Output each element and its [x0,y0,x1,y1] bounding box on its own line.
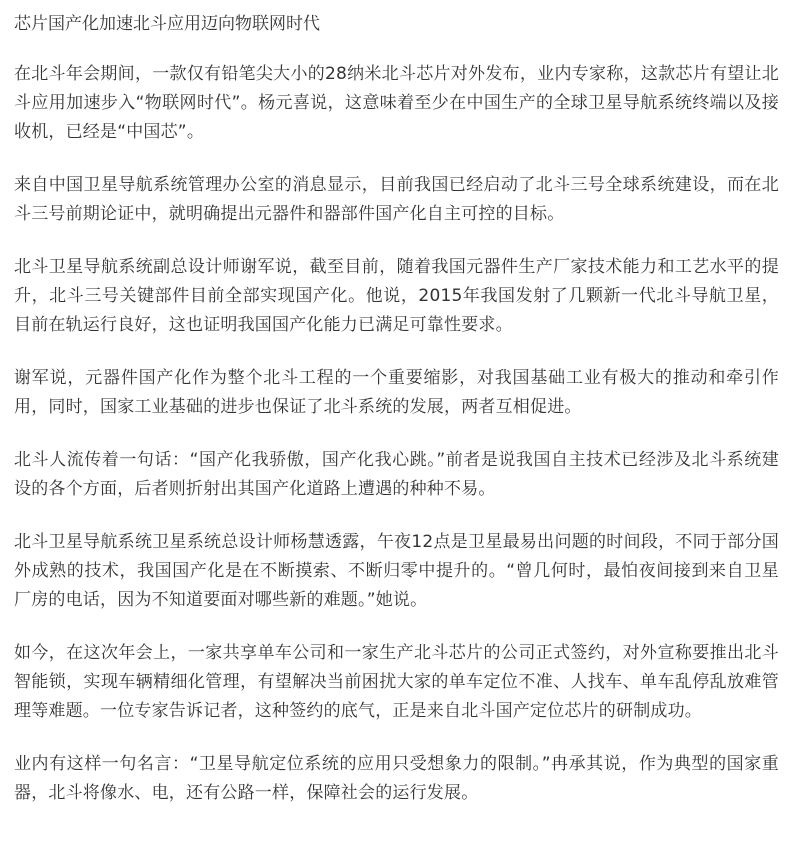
article-paragraph-7: 如今，在这次年会上，一家共享单车公司和一家生产北斗芯片的公司正式签约，对外宣称要推出北斗智能锁，实现车辆精细化管理，有望解决当前困扰大家的单车定位不准、人找车、单车乱停乱放难管理等难题。一位专家告诉记者，这种签约的底气，正是来自北斗国产定位芯片的研制成功。 [14,643,779,721]
article-paragraph-8: 业内有这样一句名言：“卫星导航定位系统的应用只受想象力的限制。”冉承其说，作为典型的国家重器，北斗将像水、电，还有公路一样，保障社会的运行发展。 [14,754,779,803]
article-paragraph-6: 北斗卫星导航系统卫星系统总设计师杨慧透露，午夜12点是卫星最易出问题的时间段，不同于部分国外成熟的技术，我国国产化是在不断摸索、不断归零中提升的。“曾几何时，最怕夜间接到来自卫星厂房的电话，因为不知道要面对哪些新的难题。”她说。 [14,532,779,610]
article-paragraph-2: 来自中国卫星导航系统管理办公室的消息显示，目前我国已经启动了北斗三号全球系统建设，而在北斗三号前期论证中，就明确提出元器件和器部件国产化自主可控的目标。 [14,175,779,224]
article-paragraph-4: 谢军说，元器件国产化作为整个北斗工程的一个重要缩影，对我国基础工业有极大的推动和牵引作用，同时，国家工业基础的进步也保证了北斗系统的发展，两者互相促进。 [14,368,779,417]
article-title: 芯片国产化加速北斗应用迈向物联网时代 [14,14,320,34]
article-paragraph-1: 在北斗年会期间，一款仅有铅笔尖大小的28纳米北斗芯片对外发布，业内专家称，这款芯片有望让北斗应用加速步入“物联网时代”。杨元喜说，这意味着至少在中国生产的全球卫星导航系统终端以及接收机，已经是“中国芯”。 [14,64,779,142]
article-paragraph-5: 北斗人流传着一句话：“国产化我骄傲，国产化我心跳。”前者是说我国自主技术已经涉及北斗系统建设的各个方面，后者则折射出其国产化道路上遭遇的种种不易。 [14,450,779,499]
article-paragraph-3: 北斗卫星导航系统副总设计师谢军说，截至目前，随着我国元器件生产厂家技术能力和工艺水平的提升，北斗三号关键部件目前全部实现国产化。他说，2015年我国发射了几颗新一代北斗导航卫星，目前在轨运行良好，这也证明我国国产化能力已满足可靠性要求。 [14,257,779,335]
